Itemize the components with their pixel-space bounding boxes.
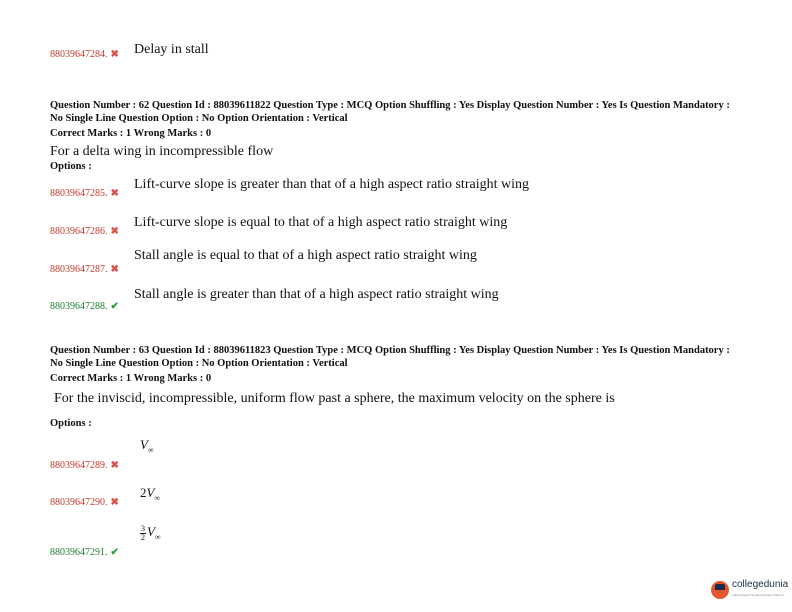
option-row: [50, 296, 119, 314]
option-text: Stall angle is greater than that of a high aspect ratio straight wing: [134, 287, 499, 302]
option-text: Lift-curve slope is greater than that of a high aspect ratio straight wing: [134, 177, 529, 192]
correct-check-icon: ✔: [110, 301, 119, 312]
option-text: Stall angle is equal to that of a high aspect ratio straight wing: [134, 248, 477, 263]
option-id: 88039647288.: [50, 301, 108, 312]
wrong-mark-icon: ✖: [110, 460, 119, 471]
wrong-mark-icon: ✖: [110, 226, 119, 237]
wrong-mark-icon: ✖: [110, 264, 119, 275]
wrong-mark-icon: ✖: [110, 188, 119, 199]
option-formula: [140, 485, 160, 503]
option-text: Lift-curve slope is equal to that of a high aspect ratio straight wing: [134, 215, 508, 230]
formula-coefficient: 2: [140, 485, 147, 500]
option-id: 88039647290.: [50, 497, 108, 508]
logo-tagline: India's largest Student Review Platform: [732, 593, 785, 597]
option-id: 88039647287.: [50, 264, 108, 275]
formula-variable: V: [147, 524, 155, 539]
formula-variable: V: [146, 485, 155, 500]
question-text-63: For the inviscid, incompressible, uniform flow past a sphere, the maximum velocity on the sphere is: [54, 391, 615, 406]
option-row: [50, 221, 119, 239]
option-row: [50, 492, 119, 510]
logo-name: collegedunia: [732, 579, 789, 590]
option-id: 88039647285.: [50, 188, 108, 199]
options-label-62: Options :: [50, 161, 92, 172]
option-formula: [140, 524, 161, 542]
question-header-62: Question Number : 62 Question Id : 88039611822 Question Type : MCQ Option Shuffling : Yes Display Question Number : Yes Is Question Mandatory : No Single Line Question Option : No Option Orientation : Vertical: [50, 100, 730, 124]
option-row: [50, 183, 119, 201]
option-id: 88039647284.: [50, 49, 108, 60]
question-header-63: Question Number : 63 Question Id : 88039611823 Question Type : MCQ Option Shuffling : Yes Display Question Number : Yes Is Question Mandatory : No Single Line Question Option : No Option Orientation : Vertical: [50, 345, 730, 369]
formula-variable: V: [140, 437, 148, 452]
formula-subscript: ∞: [154, 532, 161, 542]
options-label-63: Options :: [50, 418, 92, 429]
option-id: 88039647291.: [50, 547, 108, 558]
option-row: [50, 542, 119, 560]
marks-line-63: Correct Marks : 1 Wrong Marks : 0: [50, 373, 212, 384]
option-id: 88039647286.: [50, 226, 108, 237]
wrong-mark-icon: ✖: [110, 497, 119, 508]
option-formula: [140, 437, 154, 455]
fraction-numerator: 3: [141, 523, 145, 533]
option-text: Delay in stall: [134, 42, 209, 57]
logo-badge-icon: [711, 581, 729, 599]
option-row-88039647284: [50, 44, 119, 62]
option-row: [50, 259, 119, 277]
correct-check-icon: ✔: [110, 547, 119, 558]
fraction-denominator: 2: [141, 532, 145, 542]
question-text-62: For a delta wing in incompressible flow: [50, 144, 274, 159]
wrong-mark-icon: ✖: [110, 49, 119, 60]
formula-subscript: ∞: [154, 493, 161, 503]
option-id: 88039647289.: [50, 460, 108, 471]
marks-line-62: Correct Marks : 1 Wrong Marks : 0: [50, 128, 212, 139]
option-row: [50, 455, 119, 473]
formula-fraction: [140, 525, 146, 542]
formula-subscript: ∞: [147, 445, 154, 455]
collegedunia-logo: [711, 580, 788, 600]
